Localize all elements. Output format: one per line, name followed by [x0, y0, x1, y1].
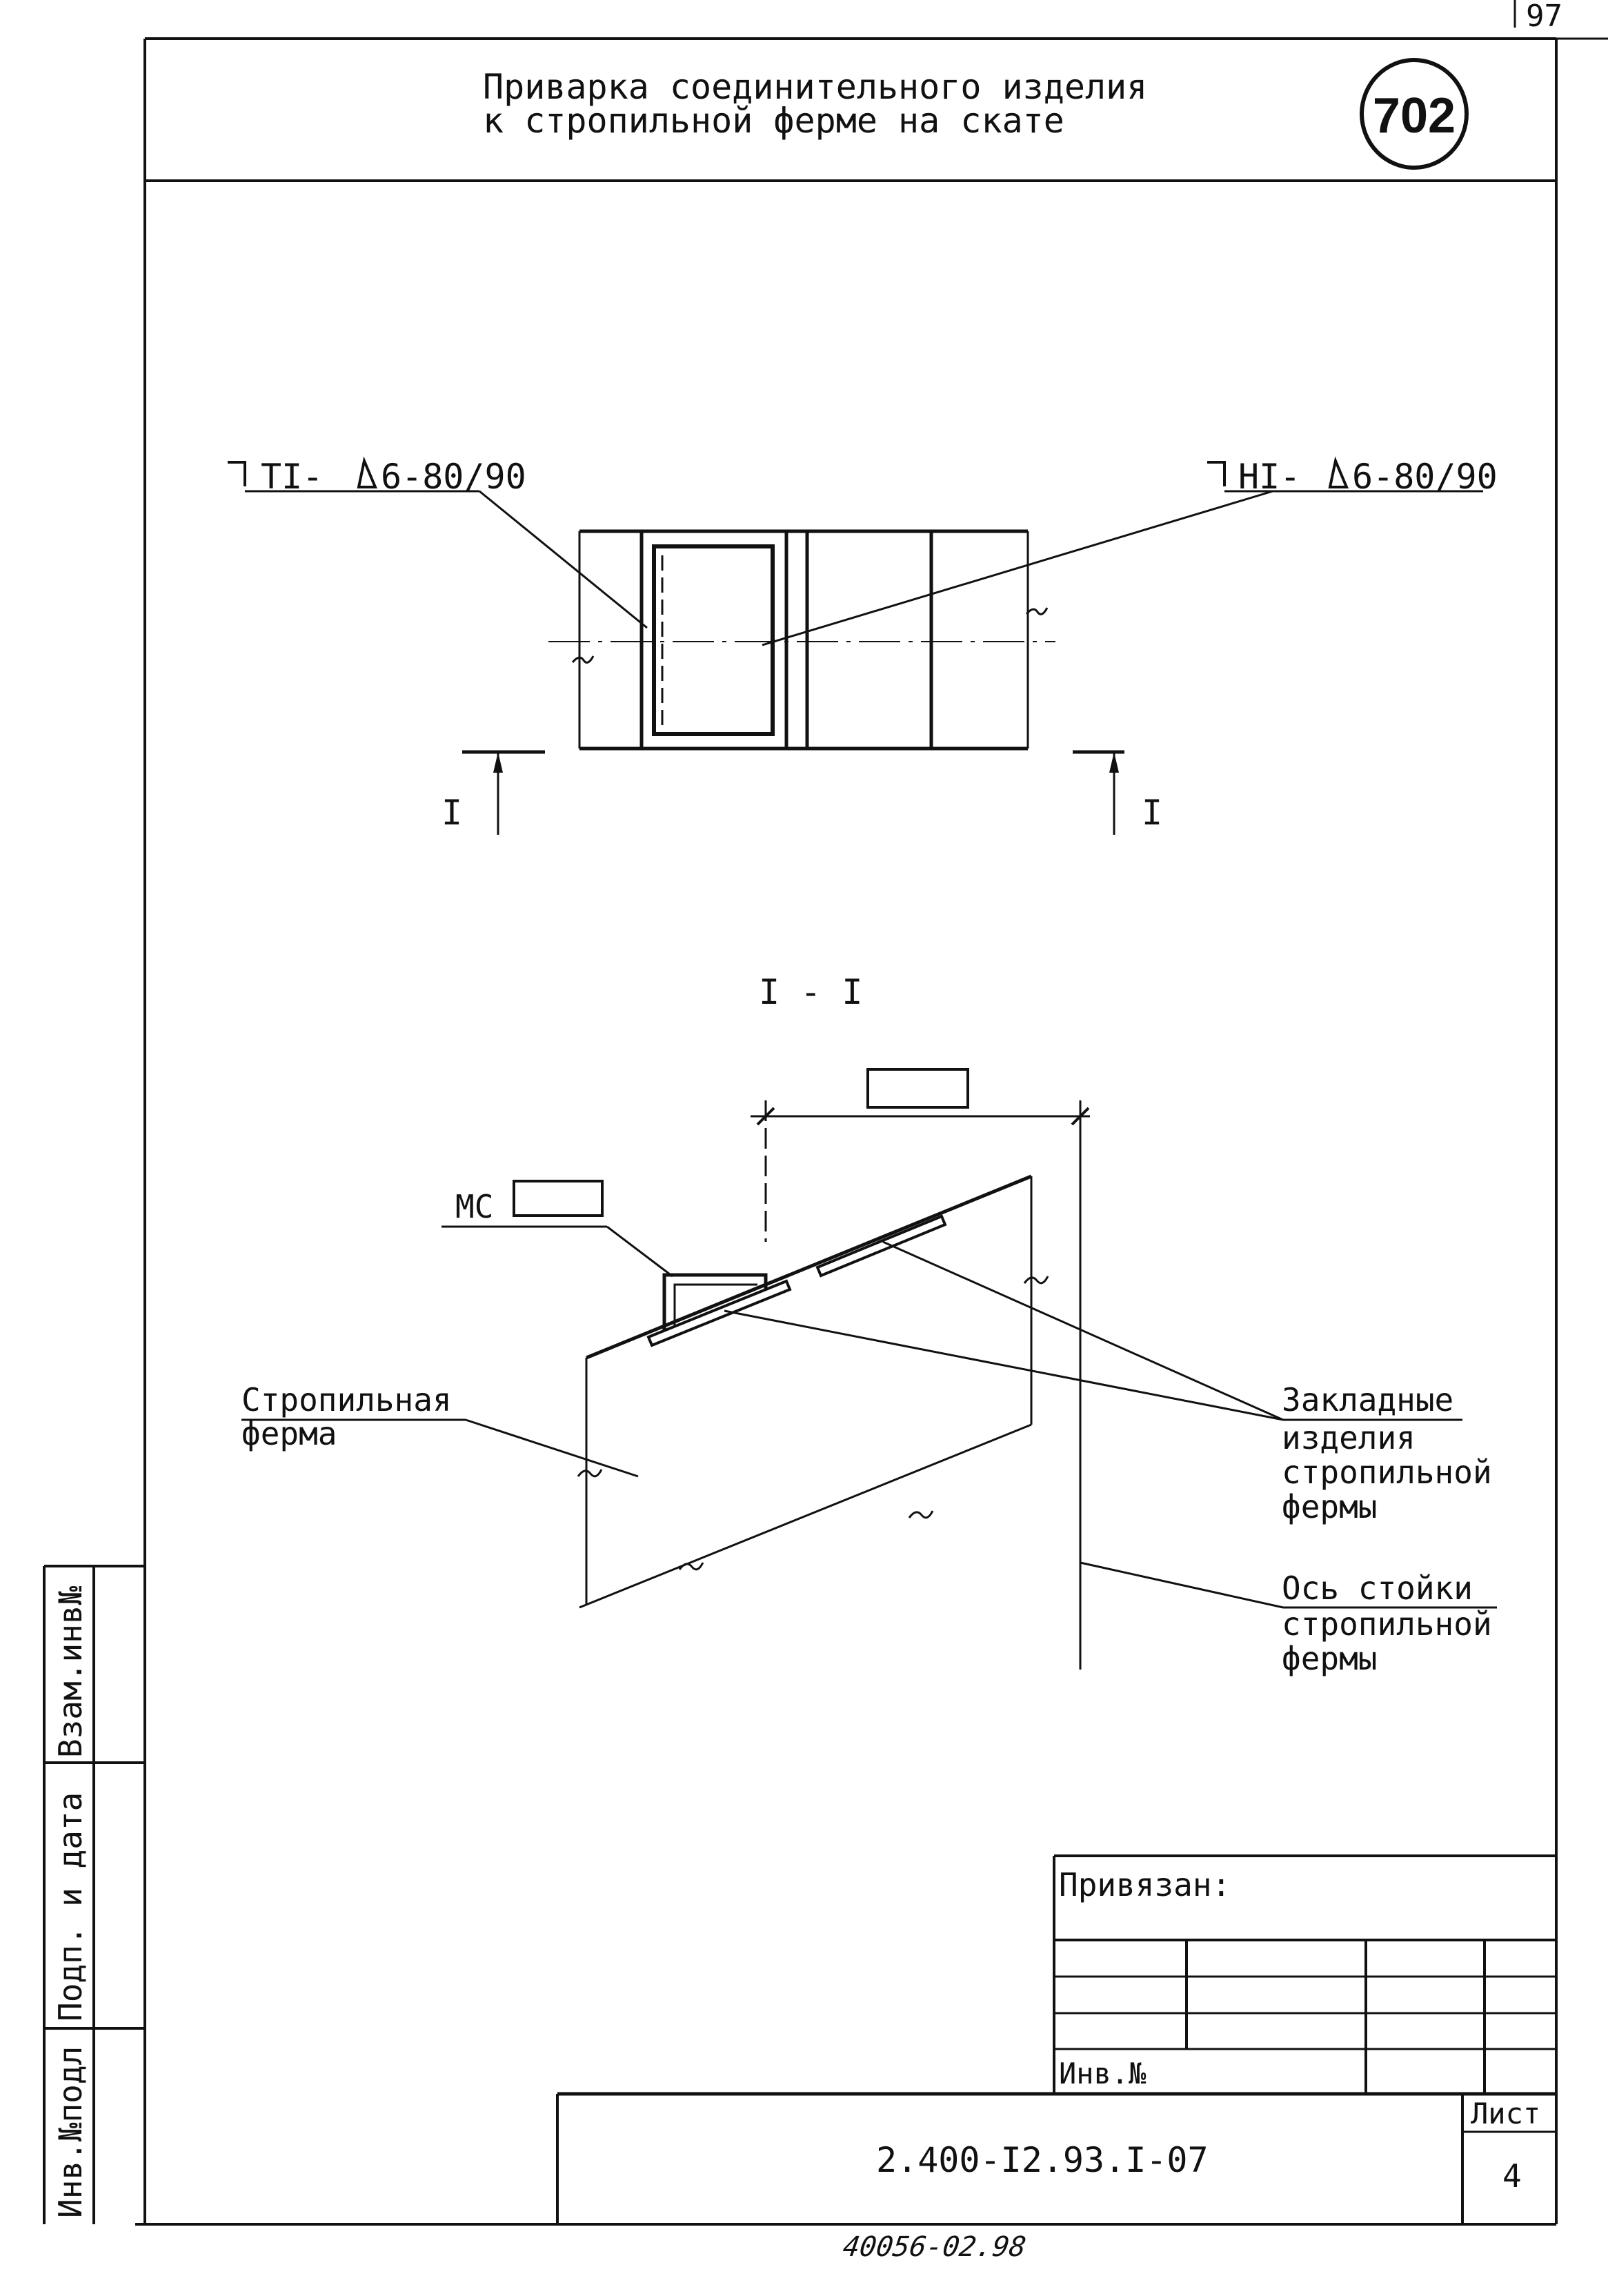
weld-left-code: TI-: [261, 457, 324, 497]
attached-label: Привязан:: [1059, 1866, 1231, 1903]
section-view: [241, 972, 1497, 1677]
weld-right-spec: 6-80/90: [1352, 457, 1498, 497]
page-number-group: [1515, 0, 1608, 39]
rafter-truss-label-1: Стропильная: [241, 1381, 452, 1418]
weld-right-code: HI-: [1238, 457, 1301, 497]
post-axis-label-2: стропильной: [1282, 1605, 1492, 1643]
margin-sign-date: Подп. и дата: [52, 1792, 89, 2021]
weld-left-spec: 6-80/90: [381, 457, 526, 497]
connecting-part-section: [664, 1275, 766, 1330]
embedded-parts-label-3: стропильной: [1282, 1454, 1492, 1491]
sheet-label: Лист: [1471, 2097, 1541, 2130]
bottom-stamp: 40056-02.98: [841, 2231, 1029, 2263]
sheet-number: 4: [1502, 2157, 1522, 2195]
rafter-truss-label-2: ферма: [241, 1415, 337, 1452]
embedded-parts-label-1: Закладные: [1282, 1381, 1454, 1418]
mc-value-box: [514, 1181, 602, 1216]
weld-triangle-right-icon: [1330, 461, 1347, 487]
margin-inv-orig: Инв.№подл: [52, 2046, 89, 2218]
section-mark-right: I: [1142, 793, 1163, 833]
weld-triangle-left-icon: [359, 461, 375, 487]
title-line-1: Приварка соединительного изделия: [483, 67, 1148, 107]
post-axis-label-1: Ось стойки: [1282, 1570, 1473, 1607]
dimension-value-box: [868, 1069, 968, 1107]
page-number: 97: [1526, 0, 1562, 34]
plan-view: [228, 457, 1498, 835]
embedded-plate-lower: [648, 1281, 790, 1345]
inv-label: Инв.№: [1059, 2057, 1147, 2090]
connecting-part: [654, 546, 773, 734]
margin-zam-inv: Взам.инв№: [52, 1585, 89, 1758]
section-mark-left: I: [441, 793, 463, 833]
post-axis-label-3: фермы: [1282, 1640, 1378, 1677]
margin-stamps: [44, 1566, 145, 2224]
title-block-header: [483, 60, 1467, 168]
title-block: [557, 1856, 1556, 2224]
detail-number: 702: [1372, 88, 1456, 144]
sheet-frame: [135, 39, 1556, 2224]
mc-label: МС: [455, 1188, 494, 1225]
section-title: I - I: [759, 972, 863, 1012]
title-line-2: к стропильной ферме на скате: [483, 101, 1064, 141]
embedded-plate-upper: [817, 1216, 945, 1276]
document-code: 2.400-I2.93.I-07: [876, 2140, 1209, 2180]
embedded-parts-label-4: фермы: [1282, 1488, 1378, 1525]
embedded-parts-label-2: изделия: [1282, 1419, 1416, 1456]
